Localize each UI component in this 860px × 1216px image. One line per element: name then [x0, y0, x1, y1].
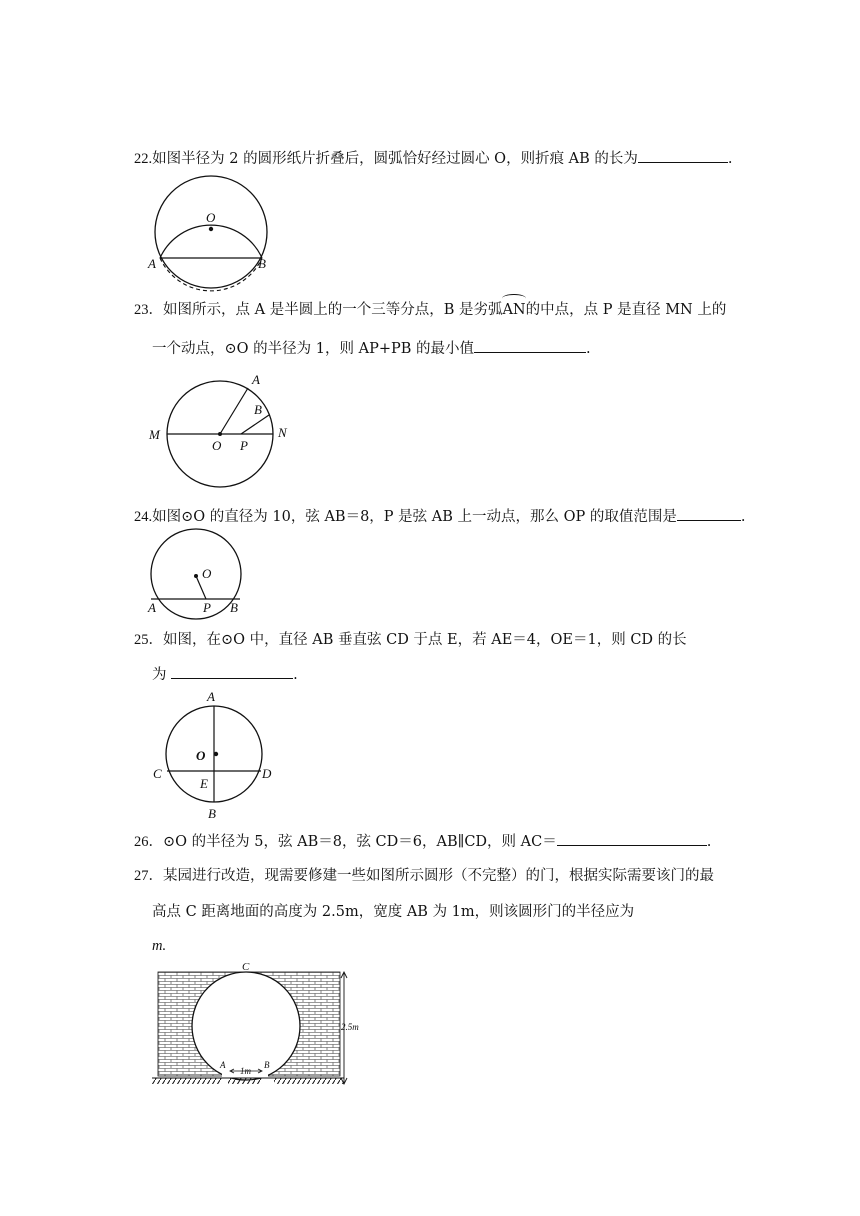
label-b: B	[208, 806, 216, 821]
question-text-cont: O 的直径为 10，弦 AB＝8，P 是弦 AB 上一动点，那么 OP 的取值范围是	[193, 509, 677, 525]
answer-blank[interactable]	[677, 506, 741, 521]
answer-blank[interactable]	[557, 831, 707, 846]
question-22	[134, 148, 734, 169]
answer-blank[interactable]	[474, 338, 586, 353]
question-23-line2	[152, 338, 752, 359]
question-end: .	[727, 151, 733, 167]
question-27	[134, 866, 734, 886]
question-text: m.	[152, 938, 167, 954]
label-p: P	[240, 438, 248, 453]
label-b: B	[230, 600, 238, 615]
circle-symbol: ⊙	[163, 834, 176, 850]
question-25	[134, 630, 734, 650]
question-27-line2	[152, 902, 752, 922]
circle-symbol: ⊙	[181, 509, 194, 525]
label-a: A	[252, 372, 260, 387]
figure-24	[146, 530, 256, 620]
question-27-line3	[152, 936, 752, 956]
figure-23	[146, 370, 296, 480]
label-c: C	[153, 766, 162, 781]
figure-27	[150, 960, 370, 1090]
question-end: .	[293, 667, 298, 683]
label-a: A	[207, 689, 215, 704]
question-end: .	[586, 341, 591, 357]
question-text: 如图半径为 2 的圆形纸片折叠后，圆弧恰好经过圆心 O，则折痕 AB 的长为	[152, 151, 638, 167]
answer-blank[interactable]	[638, 148, 728, 163]
question-text: 高点 C 距离地面的高度为 2.5m，宽度 AB 为 1m，则该圆形门的半径应为	[152, 904, 635, 920]
label-o: O	[212, 438, 222, 453]
question-text: 如图	[152, 509, 182, 525]
label-d: D	[262, 766, 272, 781]
question-text: 如图，在	[163, 632, 221, 648]
label-p: P	[203, 600, 211, 615]
label-m: M	[149, 427, 160, 442]
question-number: 26．	[134, 834, 163, 850]
arc-an: AN	[502, 302, 526, 318]
question-text: 如图所示，点 A 是半圆上的一个三等分点，B 是劣弧	[163, 302, 503, 318]
label-b: B	[264, 1060, 270, 1070]
label-n: N	[278, 425, 287, 440]
label-a: A	[148, 600, 156, 615]
label-height: 2.5m	[341, 1022, 359, 1032]
question-number: 23．	[134, 302, 163, 318]
question-number: 24.	[134, 509, 153, 525]
question-number: 25．	[134, 632, 163, 648]
label-o: O	[206, 210, 216, 225]
label-e: E	[200, 776, 208, 791]
question-end: .	[706, 834, 712, 850]
figure-22	[146, 172, 286, 282]
circle-symbol: ⊙	[221, 632, 234, 648]
label-b: B	[258, 256, 266, 271]
question-text: 一个动点，	[152, 341, 225, 357]
label-o: O	[196, 748, 206, 763]
question-25-line2	[152, 664, 752, 685]
label-width: 1m	[240, 1066, 251, 1076]
question-end: .	[740, 509, 746, 525]
label-b: B	[254, 402, 262, 417]
question-26	[134, 831, 734, 852]
answer-blank[interactable]	[171, 664, 293, 679]
label-a: A	[220, 1060, 226, 1070]
question-text: O 的半径为 5，弦 AB＝8，弦 CD＝6，AB∥CD，则 AC＝	[175, 834, 557, 850]
label-a: A	[148, 256, 156, 271]
question-text-cont: O 的半径为 1，则 AP+PB 的最小值	[236, 341, 474, 357]
question-24	[134, 506, 746, 527]
question-text-cont: 的中点，点 P 是直径 MN 上的	[525, 302, 727, 318]
circle-symbol: ⊙	[224, 341, 237, 357]
question-text-cont: O 中，直径 AB 垂直弦 CD 于点 E，若 AE＝4，OE＝1，则 CD 的长	[233, 632, 687, 648]
question-number: 27．	[134, 868, 163, 884]
question-text: 某园进行改造，现需要修建一些如图所示圆形（不完整）的门，根据实际需要该门的最	[163, 868, 714, 884]
question-23	[134, 300, 734, 320]
question-number: 22.	[134, 151, 153, 167]
figure-25	[150, 688, 280, 821]
label-o: O	[202, 566, 212, 581]
label-c: C	[242, 961, 250, 973]
question-text: 为	[152, 667, 167, 683]
